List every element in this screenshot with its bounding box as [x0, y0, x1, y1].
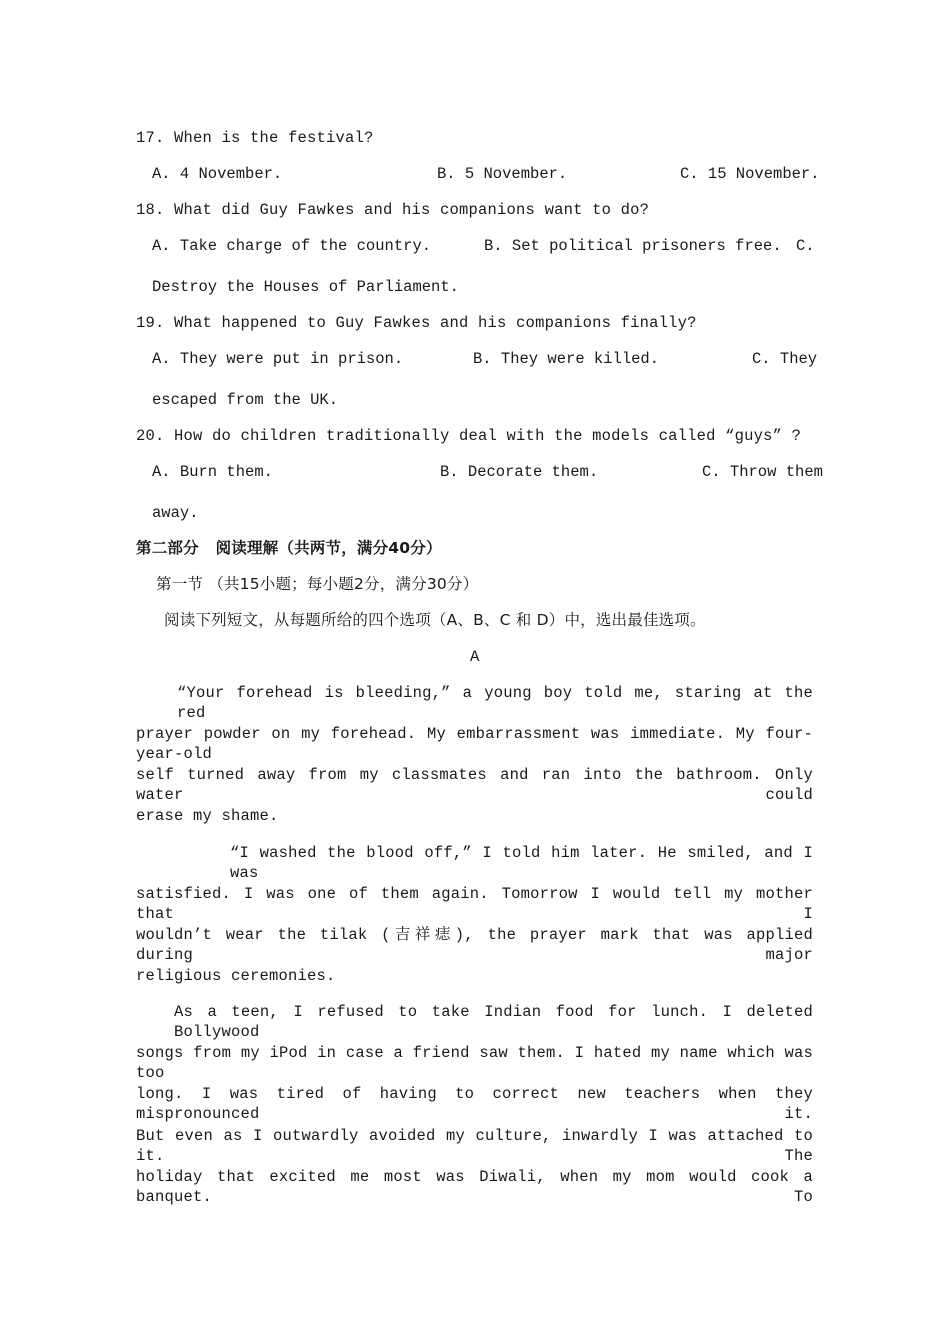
passage-line: “I washed the blood off,” I told him later. He smiled, and I was — [230, 844, 813, 882]
passage-label: A — [470, 648, 480, 666]
part-title: 第二部分 阅读理解（共两节，满分40分） — [136, 539, 442, 557]
q17-option-c[interactable]: C. 15 November. — [680, 165, 820, 183]
passage-line: But even as I outwardly avoided my culture, inwardly I was attached to it. The — [136, 1127, 813, 1165]
q19-option-b[interactable]: B. They were killed. — [473, 350, 660, 368]
q17-option-a[interactable]: A. 4 November. — [152, 165, 283, 183]
q18-stem: 18. What did Guy Fawkes and his companions want to do? — [136, 201, 650, 219]
q20-option-a[interactable]: A. Burn them. — [152, 463, 273, 481]
q20-stem: 20. How do children traditionally deal with the models called “guys” ? — [136, 427, 802, 445]
q20-option-c-continued: away. — [152, 504, 199, 522]
passage-line: religious ceremonies. — [136, 967, 336, 985]
q18-option-c[interactable]: C. — [796, 237, 815, 255]
passage-line: self turned away from my classmates and ran into the bathroom. Only water could — [136, 766, 813, 804]
passage-line: “Your forehead is bleeding,” a young boy told me, staring at the red — [177, 684, 813, 722]
passage-line: holiday that excited me most was Diwali, when my mom would cook a banquet. To — [136, 1168, 813, 1206]
q19-option-c-continued: escaped from the UK. — [152, 391, 339, 409]
passage-line: songs from my iPod in case a friend saw them. I hated my name which was too — [136, 1044, 813, 1082]
q17-option-b[interactable]: B. 5 November. — [437, 165, 568, 183]
passage-line: As a teen, I refused to take Indian food for lunch. I deleted Bollywood — [174, 1003, 813, 1041]
q20-option-c[interactable]: C. Throw them — [702, 463, 823, 481]
q19-option-a[interactable]: A. They were put in prison. — [152, 350, 404, 368]
passage-line: wouldn’t wear the tilak (吉祥痣), the prayer mark that was applied during major — [136, 926, 813, 964]
passage-line: long. I was tired of having to correct new teachers when they mispronounced it. — [136, 1085, 813, 1123]
instruction-text: 阅读下列短文，从每题所给的四个选项（A、B、C 和 D）中，选出最佳选项。 — [164, 611, 706, 629]
q19-stem: 19. What happened to Guy Fawkes and his companions finally? — [136, 314, 697, 332]
q20-option-b[interactable]: B. Decorate them. — [440, 463, 599, 481]
q18-option-a[interactable]: A. Take charge of the country. — [152, 237, 432, 255]
passage-line: erase my shame. — [136, 807, 279, 825]
subsection-title: 第一节 （共15小题；每小题2分，满分30分） — [156, 575, 479, 593]
q18-option-b[interactable]: B. Set political prisoners free. — [484, 237, 782, 255]
passage-line: prayer powder on my forehead. My embarrassment was immediate. My four-year-old — [136, 725, 813, 763]
q18-option-c-continued: Destroy the Houses of Parliament. — [152, 278, 459, 296]
passage-line: satisfied. I was one of them again. Tomorrow I would tell my mother that I — [136, 885, 813, 923]
q17-stem: 17. When is the festival? — [136, 129, 374, 147]
q19-option-c[interactable]: C. They — [752, 350, 818, 368]
